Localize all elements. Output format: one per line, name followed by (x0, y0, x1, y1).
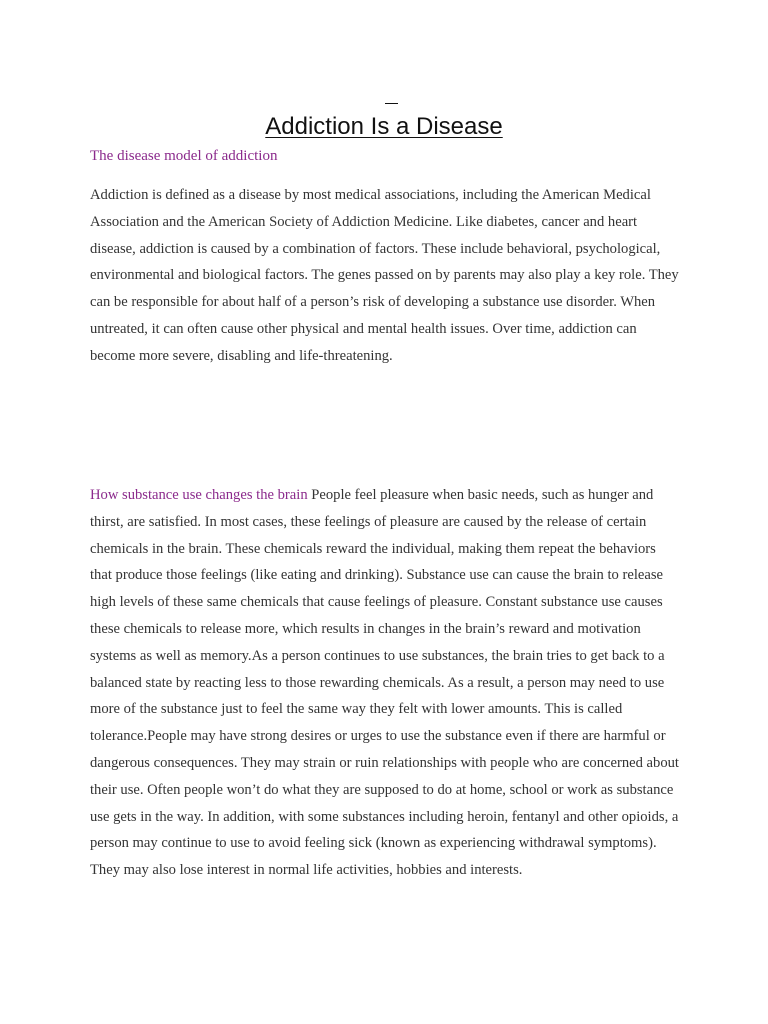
document-title (0, 110, 768, 144)
section-body-disease-model: Addiction is defined as a disease by most medical associations, including the American Medical Association and the American Society of Addiction Medicine. Like diabetes, cancer and heart disease, addiction is caused by a combination of factors. These include behavioral, psychological, environmental and biological factors. The genes passed on by parents may also play a key role. They can be responsible for about half of a person’s risk of developing a substance use disorder. When untreated, it can often cause other physical and mental health issues. Over time, addiction can become more severe, disabling and life-threatening. (90, 187, 679, 364)
title-mark (385, 103, 398, 104)
document-title-text: Addiction Is a Disease (265, 113, 503, 140)
section-heading-disease-model: The disease model of addiction (90, 148, 278, 164)
section-paragraph-brain (90, 482, 680, 884)
section-body-brain: People feel pleasure when basic needs, such as hunger and thirst, are satisfied. In most cases, these feelings of pleasure are caused by the release of certain chemicals in the brain. These chemicals reward the individual, making them repeat the behaviors that produce those feelings (like eating and drinking). Substance use can cause the brain to release high levels of these same chemicals that cause feelings of pleasure. Constant substance use causes these chemicals to release more, which results in changes in the brain’s reward and motivation systems as well as memory.As a person continues to use substances, the brain tries to get back to a balanced state by reacting less to those rewarding chemicals. As a result, a person may need to use more of the substance just to feel the same way they felt with lower amounts. This is called tolerance.People may have strong desires or urges to use the substance even if there are harmful or dangerous consequences. They may strain or ruin relationships with people who are concerned about their use. Often people won’t do what they are supposed to do at home, school or work as substance use gets in the way. In addition, with some substances including heroin, fentanyl and other opioids, a person may continue to use to avoid feeling sick (known as experiencing withdrawal symptoms). They may also lose interest in normal life activities, hobbies and interests. (90, 487, 679, 879)
section-heading-brain: How substance use changes the brain (90, 487, 308, 503)
